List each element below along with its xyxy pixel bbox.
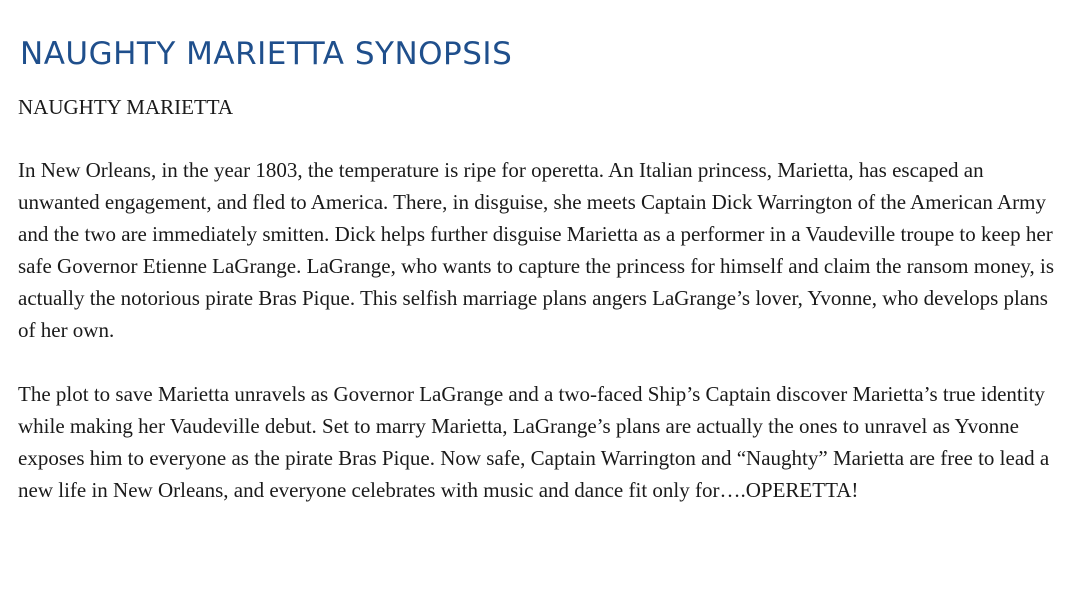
synopsis-paragraph-2: The plot to save Marietta unravels as Governor LaGrange and a two-faced Ship’s Captain discover Marietta’s true identity while making her Vaudeville debut. Set to marry Marietta, LaGrange’s plans are actually the ones to unravel as Yvonne exposes him to everyone as the pirate Bras Pique. Now safe, Captain Warrington and “Naughty” Marietta are free to lead a new life in New Orleans, and everyone celebrates with music and dance fit only for….OPERETTA! bbox=[18, 382, 1050, 502]
page-title: NAUGHTY MARIETTA SYNOPSIS bbox=[20, 36, 513, 72]
show-subtitle: NAUGHTY MARIETTA bbox=[18, 95, 234, 119]
synopsis-paragraph-1: In New Orleans, in the year 1803, the temperature is ripe for operetta. An Italian princess, Marietta, has escaped an unwanted engagement, and fled to America. There, in disguise, she meets Captain Dick Warrington of the American Army and the two are immediately smitten. Dick helps further disguise Marietta as a performer in a Vaudeville troupe to keep her safe Governor Etienne LaGrange. LaGrange, who wants to capture the princess for himself and claim the ransom money, is actually the notorious pirate Bras Pique. This selfish marriage plans angers LaGrange’s lover, Yvonne, who develops plans of her own. bbox=[18, 158, 1055, 342]
